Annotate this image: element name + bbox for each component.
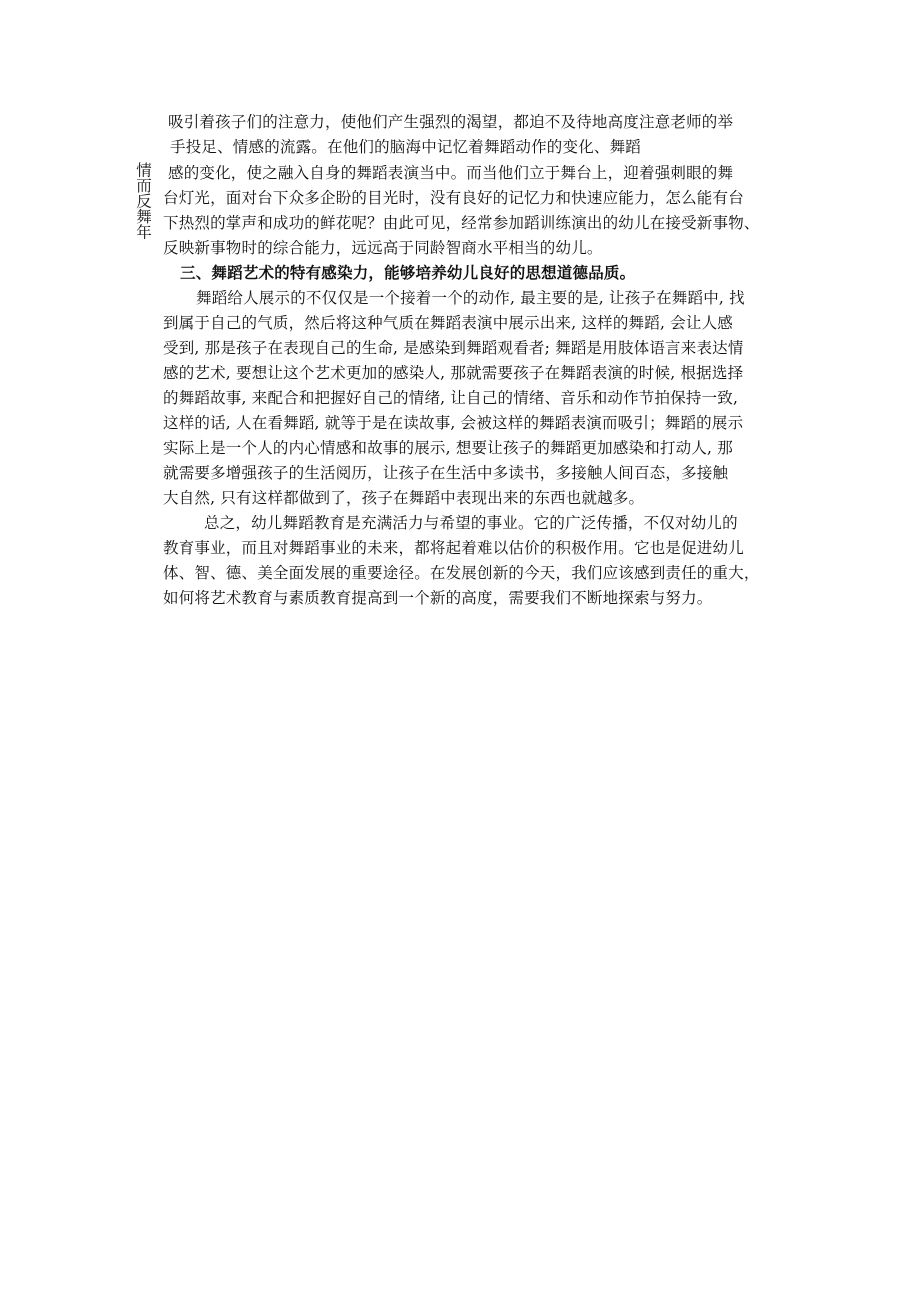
paragraph-1-line-4: 台灯光，面对台下众多企盼的目光时，没有良好的记忆力和快速应能力，怎么能有台 (163, 189, 744, 207)
paragraph-2-line-3: 受到, 那是孩子在表现自己的生命, 是感染到舞蹈观看者; 舞蹈是用肢体语言来表达情 (163, 339, 744, 357)
paragraph-2-line-2: 到属于自己的气质，然后将这种气质在舞蹈表演中展示出来, 这样的舞蹈, 会让人感 (163, 314, 734, 332)
paragraph-3-line-4: 如何将艺术教育与素质教育提高到一个新的高度，需要我们不断地探索与努力。 (163, 589, 713, 607)
paragraph-2-line-7: 实际上是一个人的内心情感和故事的展示, 想要让孩子的舞蹈更加感染和打动人, 那 (163, 439, 734, 457)
paragraph-1-line-5: 下热烈的掌声和成功的鲜花呢？由此可见，经常参加蹈训练演出的幼儿在接受新事物、 (163, 214, 760, 232)
paragraph-1-line-6: 反映新事物时的综合能力，远远高于同龄智商水平相当的幼儿。 (163, 239, 603, 257)
paragraph-3-line-3: 体、智、德、美全面发展的重要途径。在发展创新的今天，我们应该感到责任的重大， (163, 564, 760, 582)
paragraph-2-line-1: 舞蹈给人展示的不仅仅是一个接着一个的动作, 最主要的是, 让孩子在舞蹈中, 找 (196, 289, 745, 307)
paragraph-2-line-4: 感的艺术, 要想让这个艺术更加的感染人, 那就需要孩子在舞蹈表演的时候, 根据选择 (163, 364, 744, 382)
paragraph-2-line-6: 这样的话, 人在看舞蹈, 就等于是在读故事, 会被这样的舞蹈表演而吸引；舞蹈的展示 (163, 414, 744, 432)
margin-fragment-text: 情而反舞年 (134, 162, 152, 240)
paragraph-2-line-5: 的舞蹈故事, 来配合和把握好自己的情绪, 让自己的情绪、音乐和动作节拍保持一致, (163, 389, 739, 407)
paragraph-3-line-2: 教育事业，而且对舞蹈事业的未来，都将起着难以估价的积极作用。它也是促进幼儿 (163, 539, 744, 557)
section-heading-3: 三、舞蹈艺术的特有感染力，能够培养幼儿良好的思想道德品质。 (180, 264, 636, 282)
paragraph-1-line-2: 手投足、情感的流露。在他们的脑海中记忆着舞蹈动作的变化、舞蹈 (170, 138, 642, 156)
paragraph-2-line-9: 大自然, 只有这样都做到了，孩子在舞蹈中表现出来的东西也就越多。 (163, 489, 645, 507)
paragraph-1-line-3: 感的变化，使之融入自身的舞蹈表演当中。而当他们立于舞台上，迎着强刺眼的舞 (168, 164, 734, 182)
paragraph-3-line-1: 总之，幼儿舞蹈教育是充满活力与希望的事业。它的广泛传播，不仅对幼儿的 (204, 514, 738, 532)
paragraph-1-line-1: 吸引着孩子们的注意力，使他们产生强烈的渴望，都迫不及待地高度注意老师的举 (168, 113, 734, 131)
paragraph-2-line-8: 就需要多增强孩子的生活阅历，让孩子在生活中多读书，多接触人间百态，多接触 (163, 464, 729, 482)
